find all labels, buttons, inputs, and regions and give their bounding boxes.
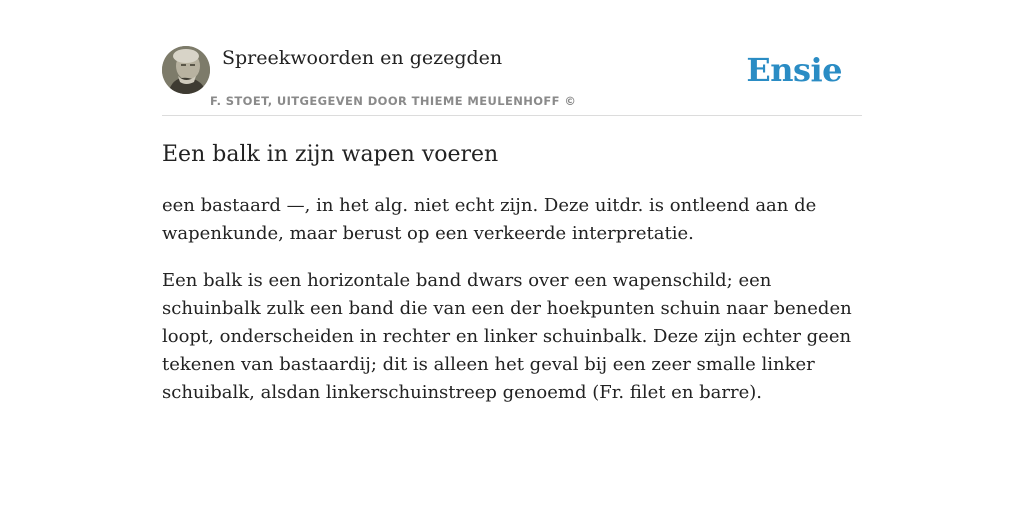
entry-paragraph: een bastaard —, in het alg. niet echt zijn. Deze uitdr. is ontleend aan de wapenkunde, maar berust op een verkeerde interpretatie. [162,195,817,244]
book-title[interactable]: Spreekwoorden en gezegden [222,47,503,69]
author-publisher-byline: F. STOET, UITGEGEVEN DOOR THIEME MEULENHOFF © [210,94,577,108]
entry-title: Een balk in zijn wapen voeren [162,142,499,167]
author-avatar[interactable] [162,46,210,94]
entry-paragraph: Een balk is een horizontale band dwars over een wapenschild; een schuinbalk zulk een band die van een der hoekpunten schuin naar beneden loopt, onderscheiden in rechter en linker schuinbalk. Deze zijn echter geen tekenen van bastaardij; dit is alleen het geval bij een zeer smalle linker schuibalk, alsdan linkerschuinstreep genoemd (Fr. filet en barre). [162,270,852,403]
book-header [162,46,862,116]
portrait-icon [162,46,210,94]
ensie-logo[interactable]: Ensie [746,51,842,89]
entry-content [162,140,862,426]
